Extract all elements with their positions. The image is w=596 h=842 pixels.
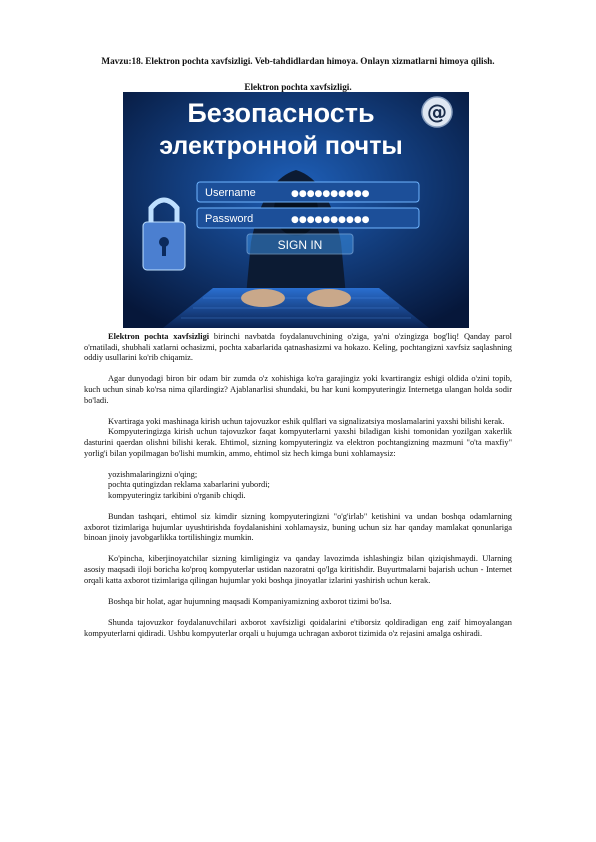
sign-in-label: SIGN IN bbox=[277, 238, 323, 252]
paragraph-4: Kompyuteringizga kirish uchun tajovuzkor faqat kompyuterlarni yaxshi biladigan kishi tomonidan yozilgan xakerlik dasturini qaerdan olishni bilishi kerak. Ehtimol, sizning kompyuteringiz va elektron pochtangizning mazmuni "o'ta maxfiy" yorlig'i bilan yopilmagan bo'lishi mumkin, ammo, ehtimol siz hech kimga buni xohlamaysiz: bbox=[84, 427, 512, 458]
at-icon-glyph: @ bbox=[427, 100, 447, 124]
paragraph-8: Shunda tajovuzkor foydalanuvchilari axborot xavfsizligi qoidalarini e'tiborsiz qoldiradigan eng zaif himoyalangan kompyuterlarni qidiradi. Ushbu kompyuterlar orqali u hujumga uchragan axborot tizimida o'z rejasini amalga oshiradi. bbox=[84, 618, 512, 638]
document-body bbox=[84, 332, 512, 639]
paragraph-1 bbox=[84, 332, 512, 364]
paragraph-7: Boshqa bir holat, agar hujumning maqsadi Kompaniyamizning axborot tizimi bo'lsa. bbox=[108, 596, 392, 606]
list-item: pochta qutingizdan reklama xabarlarini yubordi; bbox=[108, 480, 270, 490]
password-dots: ●●●●●●●●●● bbox=[291, 215, 370, 225]
list-item: kompyuteringiz tarkibini o'rganib chiqdi. bbox=[108, 490, 246, 500]
paragraph-2: Agar dunyodagi biron bir odam bir zumda o'z xohishiga ko'ra garajingiz yoki kvartirangiz eshigi oldida o'zini topib, kuch uchun sinab ko'rsa nima qilardingiz? Ajablanarlisi shundaki, bu har kuni kompyuteringiz Internetga ulangan holda sodir bo'ladi. bbox=[84, 374, 512, 405]
email-security-illustration bbox=[123, 92, 469, 328]
illustration-heading-line1: Безопасность bbox=[187, 98, 375, 128]
username-label: Username bbox=[205, 187, 256, 199]
illustration-svg bbox=[123, 92, 469, 328]
document-title: Mavzu:18. Elektron pochta xavfsizligi. Veb-tahdidlardan himoya. Onlayn xizmatlarni himoya qilish. bbox=[101, 56, 495, 66]
paragraph-1-bold: Elektron pochta xavfsizligi bbox=[108, 332, 210, 341]
paragraph-3: Kvartiraga yoki mashinaga kirish uchun tajovuzkor eshik qulflari va signalizatsiya moslamalarini yaxshi bilishi kerak. bbox=[108, 416, 505, 426]
password-label: Password bbox=[205, 213, 254, 225]
right-hand bbox=[307, 289, 351, 307]
username-dots: ●●●●●●●●●● bbox=[291, 189, 370, 199]
left-hand bbox=[241, 289, 285, 307]
list-item: yozishmalaringizni o'qing; bbox=[108, 469, 198, 479]
paragraph-5: Bundan tashqari, ehtimol siz kimdir sizning kompyuteringizni "o'g'irlab" ketishini va undan boshqa odamlarning axborot tizimlariga hujumlar uyushtirishda foydalanishini xohlamaysiz, buning uchun siz har qanday mamlakat qonunlariga binoan jinoiy javobgarlikka tortilishingiz mumkin. bbox=[84, 512, 512, 543]
paragraph-6: Ko'pincha, kiberjinoyatchilar sizning kimligingiz va qanday lavozimda ishlashingiz bilan qiziqishmaydi. Ularning asosiy maqsadi iloji boricha ko'proq kompyuterlar ustidan nazoratni qo'lga kiritishdir. Buyurtmalarni bajarish uchun - Internet orqali katta axborot tizimlariga qilingan hujumlar yoki boshqa jinoyatlar izlarini yashirish uchun kerak. bbox=[84, 554, 512, 585]
section-subtitle: Elektron pochta xavfsizligi. bbox=[244, 82, 352, 92]
illustration-heading-line2: электронной почты bbox=[159, 132, 403, 160]
paragraph-1-text: birinchi navbatda foydalanuvchining o'ziga, ya'ni o'zingizga bog'liq! Qanday parol o'rnatiladi, shubhali xatlarni ochasizmi, pochta xabarlarida qatnashasizmi va hokazo. Keling, pochtangizni xavfsiz saqlashning oddiy usullarini ko'rib chiqamiz. bbox=[84, 332, 512, 363]
